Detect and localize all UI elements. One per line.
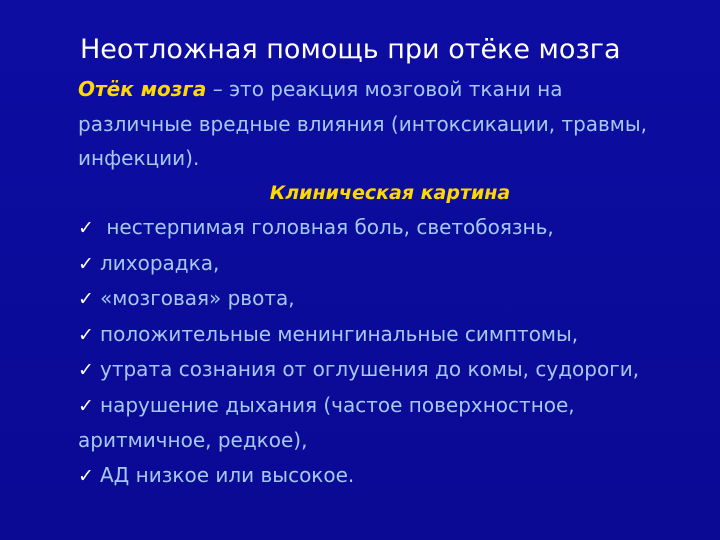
- definition-text: – это реакция мозговой ткани на различные вредные влияния (интоксикации, травмы, инфекции).: [78, 77, 648, 170]
- list-item: [78, 352, 678, 388]
- list-item-text: лихорадка,: [100, 250, 220, 275]
- checkmark-icon: ✓: [78, 394, 94, 417]
- list-item-text: положительные менингинальные симптомы,: [100, 321, 579, 346]
- list-item: [78, 458, 678, 494]
- section-heading: Клиническая картина: [269, 181, 511, 204]
- definition-term: Отёк мозга: [78, 77, 207, 101]
- list-item-text: нестерпимая головная боль, светобоязнь,: [100, 215, 554, 239]
- list-item-text: нарушение дыхания (частое поверхностное, аритмичное, редкое),: [78, 392, 575, 452]
- checkmark-icon: ✓: [78, 252, 94, 275]
- checkmark-icon: ✓: [78, 288, 94, 310]
- list-item: [78, 317, 678, 353]
- slide-title: Неотложная помощь при отёке мозга: [80, 34, 621, 65]
- checkmark-icon: ✓: [78, 217, 94, 239]
- list-item-text: «мозговая» рвота,: [100, 286, 295, 310]
- definition-paragraph: [78, 72, 678, 176]
- list-item-text: АД низкое или высокое.: [100, 462, 355, 487]
- checkmark-icon: ✓: [78, 464, 94, 487]
- list-item: [78, 210, 678, 246]
- symptom-list: [78, 210, 678, 493]
- slide-content: [78, 72, 678, 493]
- checkmark-icon: ✓: [78, 323, 94, 346]
- list-item: [78, 246, 678, 282]
- list-item: [78, 388, 678, 458]
- list-item-text: утрата сознания от оглушения до комы, судороги,: [100, 357, 640, 381]
- checkmark-icon: ✓: [78, 359, 94, 381]
- list-item: [78, 281, 678, 317]
